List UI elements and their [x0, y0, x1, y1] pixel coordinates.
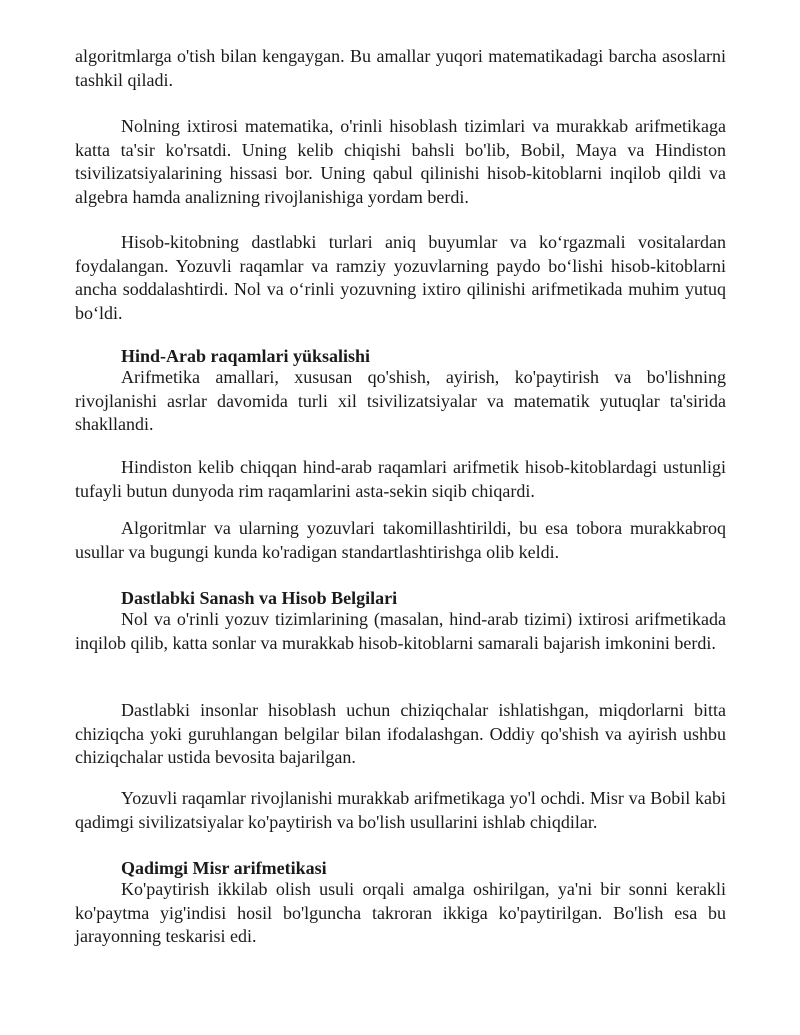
- paragraph-9: [75, 787, 726, 834]
- paragraph-text: Yozuvli raqamlar rivojlanishi murakkab arifmetikaga yo'l ochdi. Misr va Bobil kabi qadimgi sivilizatsiyalar ko'paytirish va bo'lish usullarini ishlab chiqdilar.: [75, 788, 726, 832]
- paragraph-6: [75, 517, 726, 564]
- paragraph-7: [75, 608, 726, 655]
- section-heading-dastlabki: Dastlabki Sanash va Hisob Belgilari: [121, 588, 398, 608]
- section-heading-misr: Qadimgi Misr arifmetikasi: [121, 858, 327, 878]
- paragraph-1: [75, 45, 726, 92]
- paragraph-4: [75, 366, 726, 437]
- paragraph-text: Dastlabki insonlar hisoblash uchun chiziqchalar ishlatishgan, miqdorlarni bitta chiziqcha yoki guruhlangan belgilar bilan ifodalashgan. Oddiy qo'shish va ayirish ushbu chiziqchalar ustida bevosita bajarilgan.: [75, 700, 726, 767]
- paragraph-text: Nol va o'rinli yozuv tizimlarining (masalan, hind-arab tizimi) ixtirosi arifmetikada inqilob qilib, katta sonlar va murakkab hisob-kitoblarni samarali bajarish imkonini berdi.: [75, 609, 726, 653]
- paragraph-5: [75, 456, 726, 503]
- paragraph-2: [75, 115, 726, 209]
- paragraph-10: [75, 878, 726, 949]
- paragraph-3: [75, 231, 726, 325]
- paragraph-text: Hisob-kitobning dastlabki turlari aniq buyumlar va koʻrgazmali vositalardan foydalangan. Yozuvli raqamlar va ramziy yozuvlarning paydo boʻlishi hisob-kitoblarni ancha soddalashtirdi. Nol va oʻrinli yozuvning ixtiro qilinishi arifmetikada muhim yutuq boʻldi.: [75, 232, 726, 323]
- paragraph-text: Hindiston kelib chiqqan hind-arab raqamlari arifmetik hisob-kitoblardagi ustunligi tufayli butun dunyoda rim raqamlarini asta-sekin siqib chiqardi.: [75, 457, 726, 501]
- paragraph-text: Nolning ixtirosi matematika, o'rinli hisoblash tizimlari va murakkab arifmetikaga katta ta'sir ko'rsatdi. Uning kelib chiqishi bahsli bo'lib, Bobil, Maya va Hindiston tsivilizatsiyalarining hissasi bor. Uning qabul qilinishi hisob-kitoblarni inqilob qildi va algebra hamda analizning rivojlanishiga yordam berdi.: [75, 116, 726, 207]
- paragraph-text: Arifmetika amallari, xususan qo'shish, ayirish, ko'paytirish va bo'lishning rivojlanishi asrlar davomida turli xil tsivilizatsiyalar va matematik yutuqlar ta'sirida shakllandi.: [75, 367, 726, 434]
- section-heading-hind-arab: Hind-Arab raqamlari yüksalishi: [121, 346, 371, 366]
- paragraph-8: [75, 699, 726, 770]
- paragraph-text: Ko'paytirish ikkilab olish usuli orqali amalga oshirilgan, ya'ni bir sonni kerakli ko'paytma yig'indisi hosil bo'lguncha takroran ikkiga ko'paytirilgan. Bo'lish esa bu jarayonning teskarisi edi.: [75, 879, 726, 946]
- paragraph-text: Algoritmlar va ularning yozuvlari takomillashtirildi, bu esa tobora murakkabroq usullar va bugungi kunda ko'radigan standartlashtirishga olib keldi.: [75, 518, 726, 562]
- paragraph-text: algoritmlarga o'tish bilan kengaygan. Bu amallar yuqori matematikadagi barcha asoslarni tashkil qiladi.: [75, 46, 726, 90]
